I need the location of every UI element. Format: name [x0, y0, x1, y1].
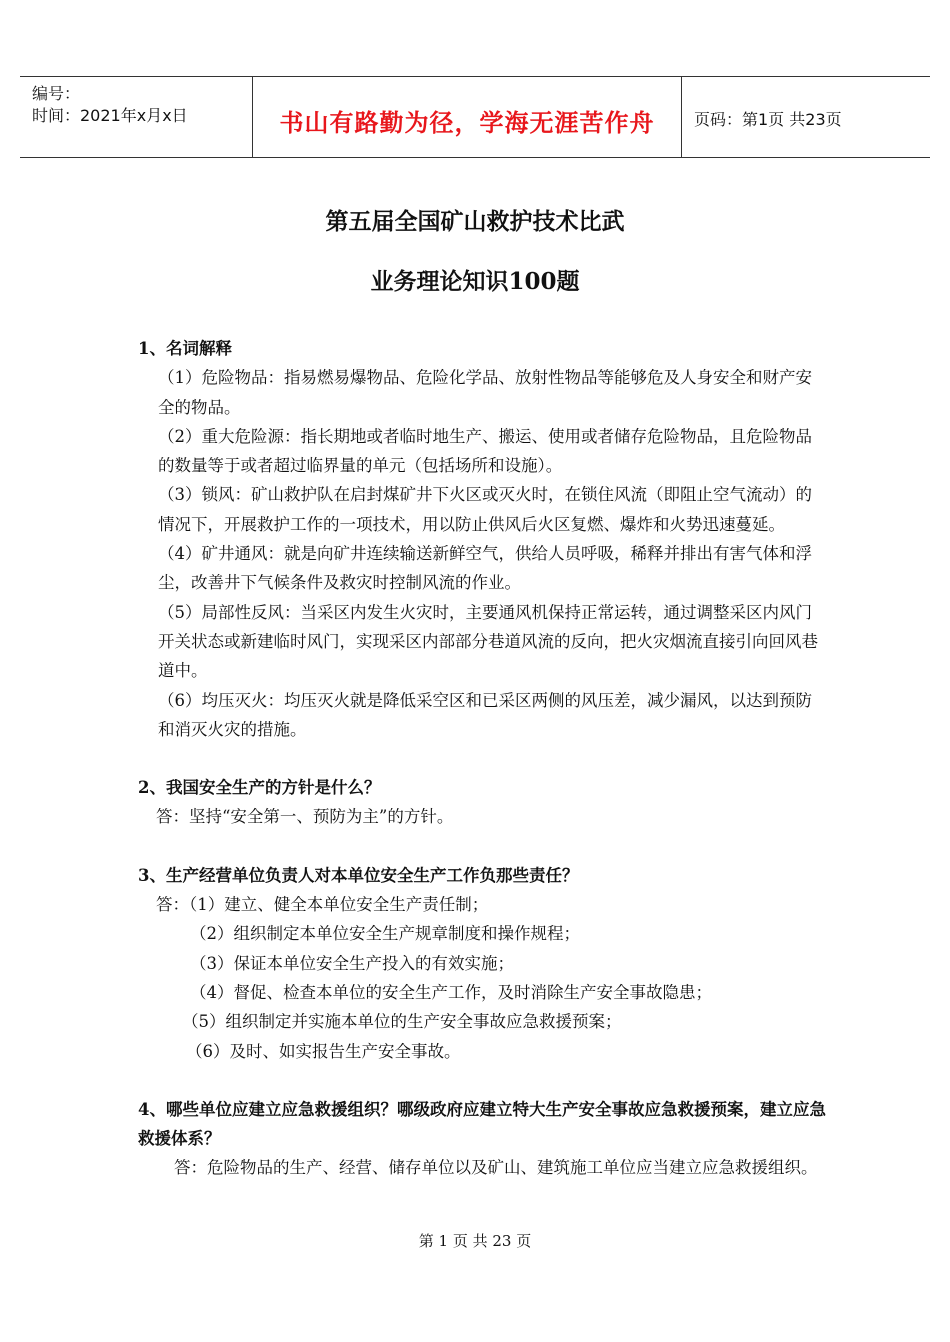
answer-item: （4）督促、检查本单位的安全生产工作，及时消除生产安全事故隐患；: [190, 982, 712, 1002]
header-page-info: 页码：第1页 共23页: [694, 110, 842, 129]
document-number-label: 编号：: [32, 84, 81, 103]
definition-item: （1）危险物品：指易燃易爆物品、危险化学品、放射性物品等能够危及人身安全和财产安全的物品。: [158, 368, 812, 417]
question-heading: 2、我国安全生产的方针是什么？: [138, 778, 381, 798]
answer-item: （2）组织制定本单位安全生产规章制度和操作规程；: [190, 924, 580, 944]
answer-item: （3）保证本单位安全生产投入的有效实施；: [190, 953, 514, 973]
definition-item: （4）矿井通风：就是向矿井连续输送新鲜空气，供给人员呼吸，稀释并排出有害气体和浮尘，改善井下气候条件及救灾时控制风流的作业。: [158, 544, 812, 593]
header-info-cell: [20, 77, 252, 157]
definition-item: （5）局部性反风：当采区内发生火灾时，主要通风机保持正常运转，通过调整采区内风门开关状态或新建临时风门，实现采区内部部分巷道风流的反向，把火灾烟流直接引向回风巷道中。: [158, 602, 818, 681]
definition-item: （3）锁风：矿山救护队在启封煤矿井下火区或灭火时，在锁住风流（即阻止空气流动）的情况下，开展救护工作的一项技术，用以防止供风后火区复燃、爆炸和火势迅速蔓延。: [158, 485, 812, 534]
page-footer: 第 1 页 共 23 页: [418, 1232, 532, 1250]
header-page-cell: [682, 77, 930, 157]
answer-text: 答：坚持“安全第一、预防为主”的方针。: [156, 807, 454, 827]
document-body: [138, 334, 828, 1183]
answer-text: 答：危险物品的生产、经营、储存单位以及矿山、建筑施工单位应当建立应急救援组织。: [174, 1158, 818, 1178]
answer-text: 答：（1）建立、健全本单位安全生产责任制；: [156, 895, 489, 915]
document-time-label: 时间：2021年x月x日: [32, 106, 188, 125]
document-title: 第五届全国矿山救护技术比武: [325, 208, 625, 235]
answer-item: （5）组织制定并实施本单位的生产安全事故应急救援预案；: [182, 1012, 622, 1032]
definition-item: （6）均压灭火：均压灭火就是降低采空区和已采区两侧的风压差，减少漏风，以达到预防和消灭火灾的措施。: [158, 690, 812, 739]
header-table: [20, 76, 930, 158]
header-motto-cell: [253, 77, 681, 157]
definition-item: （2）重大危险源：指长期地或者临时地生产、搬运、使用或者储存危险物品，且危险物品的数量等于或者超过临界量的单元（包括场所和设施）。: [158, 426, 812, 476]
answer-item: （6）及时、如实报告生产安全事故。: [186, 1041, 461, 1061]
document-subtitle: 业务理论知识100题: [370, 268, 580, 295]
question-heading: 1、名词解释: [138, 339, 232, 358]
header-motto: 书山有路勤为径，学海无涯苦作舟: [279, 109, 655, 137]
question-heading: 3、生产经营单位负责人对本单位安全生产工作负那些责任？: [138, 865, 579, 885]
question-heading: 4、哪些单位应建立应急救援组织？哪级政府应建立特大生产安全事故应急救援预案，建立应急救援体系？: [138, 1099, 826, 1149]
